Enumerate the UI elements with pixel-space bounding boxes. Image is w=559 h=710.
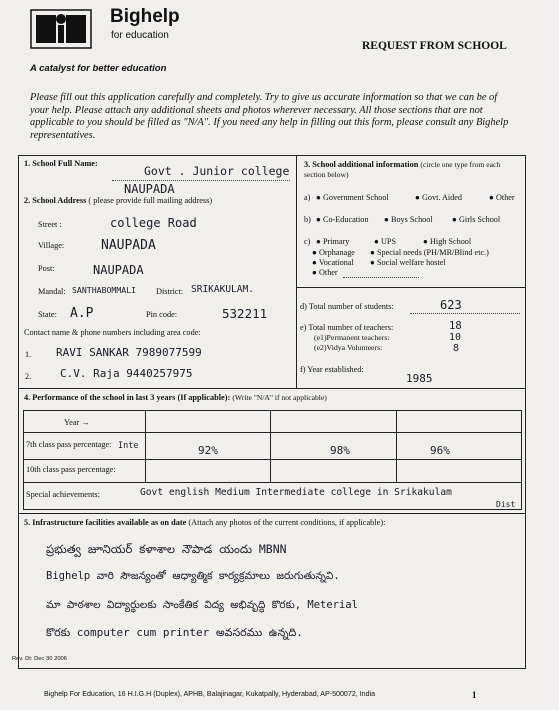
c-option-primary[interactable]: ● Primary (316, 237, 350, 246)
tagline: A catalyst for better education (30, 63, 167, 74)
class7-label: 7th class pass percentage: (26, 440, 112, 449)
c-option-other[interactable]: ● Other (312, 268, 338, 277)
pin-value[interactable]: 532211 (222, 306, 268, 321)
infrastructure-label: 5. Infrastructure facilities available as on date (Attach any photos of the current conditions, if applicable): (24, 518, 386, 527)
students-value[interactable]: 623 (440, 298, 462, 312)
special-achievements-value[interactable]: Govt english Medium Intermediate college in Srikakulam (140, 487, 452, 498)
c-option-ups[interactable]: ● UPS (374, 237, 397, 246)
district-label: District: (156, 287, 184, 296)
special-achievements-value-2[interactable]: Dist (496, 500, 516, 509)
class7-value-2[interactable]: 98% (330, 444, 350, 457)
infrastructure-line-3[interactable]: మా పాఠశాల విద్యార్థులకు సాంకేతిక విద్య అభివృద్ధి కొరకు, Meterial (46, 599, 358, 611)
year-established-label: f) Year established: (300, 365, 364, 374)
b-label: b) (304, 215, 311, 224)
page-number: 1 (472, 690, 477, 700)
class10-label: 10th class pass percentage: (26, 465, 116, 474)
c-label: c) (304, 237, 311, 246)
village-value[interactable]: NAUPADA (101, 238, 156, 253)
students-label: d) Total number of students: (300, 302, 394, 311)
special-achievements-label: Special achievements: (26, 490, 100, 499)
form-title: REQUEST FROM SCHOOL (362, 40, 507, 52)
year-header-label: Year → (64, 418, 90, 427)
class7-value-3[interactable]: 96% (430, 444, 450, 457)
school-name-label: 1. School Full Name: (24, 159, 98, 168)
class7-prefix[interactable]: Inte (118, 441, 139, 451)
contact-1-value[interactable]: RAVI SANKAR 7989077599 (56, 346, 202, 359)
a-option-other[interactable]: ● Other (489, 193, 515, 202)
logo-name: Bighelp (110, 6, 180, 27)
c-option-high[interactable]: ● High School (423, 237, 472, 246)
a-label: a) (304, 193, 311, 202)
revision-date: Rev. Dt: Dec 30 2006 (12, 656, 67, 662)
contact-2-value[interactable]: C.V. Raja 9440257975 (60, 367, 193, 380)
bighelp-logo (30, 6, 92, 50)
c-option-vocational[interactable]: ● Vocational (312, 258, 354, 267)
b-option-girls[interactable]: ● Girls School (452, 215, 501, 224)
street-label: Street : (38, 220, 62, 229)
school-name-value[interactable]: Govt . Junior college (144, 164, 290, 178)
teachers-label: e) Total number of teachers: (300, 323, 394, 332)
c-option-orphanage[interactable]: ● Orphanage (312, 248, 355, 257)
contact-label: Contact name & phone numbers including area code: (24, 328, 201, 337)
infrastructure-line-1[interactable]: ప్రభుత్వ జూనియర్ కళాశాల నౌపాడ యందు MBNN (46, 542, 287, 556)
performance-label: 4. Performance of the school in last 3 years (If applicable): (Write "N/A" if not applicable) (24, 393, 327, 402)
district-value[interactable]: SRIKAKULAM. (191, 284, 254, 295)
logo-subtitle: for education (111, 30, 169, 41)
volunteers-label: (e2)Vidya Volunteers: (314, 343, 383, 352)
contact-1-num: 1. (25, 350, 32, 359)
school-name-value-line2[interactable]: NAUPADA (124, 182, 175, 196)
mandal-label: Mandal: (38, 287, 66, 296)
b-option-coed[interactable]: ● Co-Education (316, 215, 369, 224)
state-label: State: (38, 310, 57, 319)
state-value[interactable]: A.P (70, 306, 94, 321)
post-label: Post: (38, 264, 55, 273)
volunteers-value[interactable]: 8 (453, 343, 460, 354)
instructions: Please fill out this application carefully and completely. Try to give us accurate information so that we can be of your help. Please attach any additional sheets and photos wherever necessary. All those sections that are not applicable to you should be filled as "N/A". If you need any help in filling out this form, please consult any Bighelp representatives. (30, 92, 509, 141)
pin-label: Pin code: (146, 310, 178, 319)
permanent-value[interactable]: 10 (449, 332, 462, 343)
infrastructure-line-2[interactable]: Bighelp వారి సౌజన్యంతో ఆధ్యాత్మిక కార్యక్రమాలు జరుగుతున్నవి. (46, 570, 340, 582)
b-option-boys[interactable]: ● Boys School (384, 215, 433, 224)
year-established-value[interactable]: 1985 (406, 372, 433, 385)
c-option-social-welfare[interactable]: ● Social welfare hostel (370, 258, 446, 267)
street-value[interactable]: college Road (110, 216, 197, 230)
village-label: Village: (38, 241, 65, 250)
teachers-value[interactable]: 18 (449, 320, 462, 332)
additional-info-label: 3. School additional information (circle one type from each section below) (304, 160, 501, 179)
class7-value-1[interactable]: 92% (198, 444, 218, 457)
permanent-label: (e1)Permanent teachers: (314, 333, 390, 342)
contact-2-num: 2. (25, 372, 32, 381)
post-value[interactable]: NAUPADA (93, 263, 144, 277)
a-option-government[interactable]: ● Government School (316, 193, 389, 202)
mandal-value[interactable]: SANTHABOMMALI (72, 285, 137, 295)
infrastructure-line-4[interactable]: కొరకు computer cum printer అవసరము ఉన్నది. (46, 626, 303, 639)
address-label: 2. School Address ( please provide full mailing address) (24, 196, 213, 205)
logo-icon (30, 6, 92, 50)
c-option-special-needs[interactable]: ● Special needs (PH/MR/Blind etc.) (370, 248, 489, 257)
footer-address: Bighelp For Education, 16 H.I.G.H (Duplex), APHB, Balajinagar, Kukatpally, Hyderabad, AP-500072, India (44, 690, 376, 698)
a-option-aided[interactable]: ● Govt. Aided (415, 193, 463, 202)
